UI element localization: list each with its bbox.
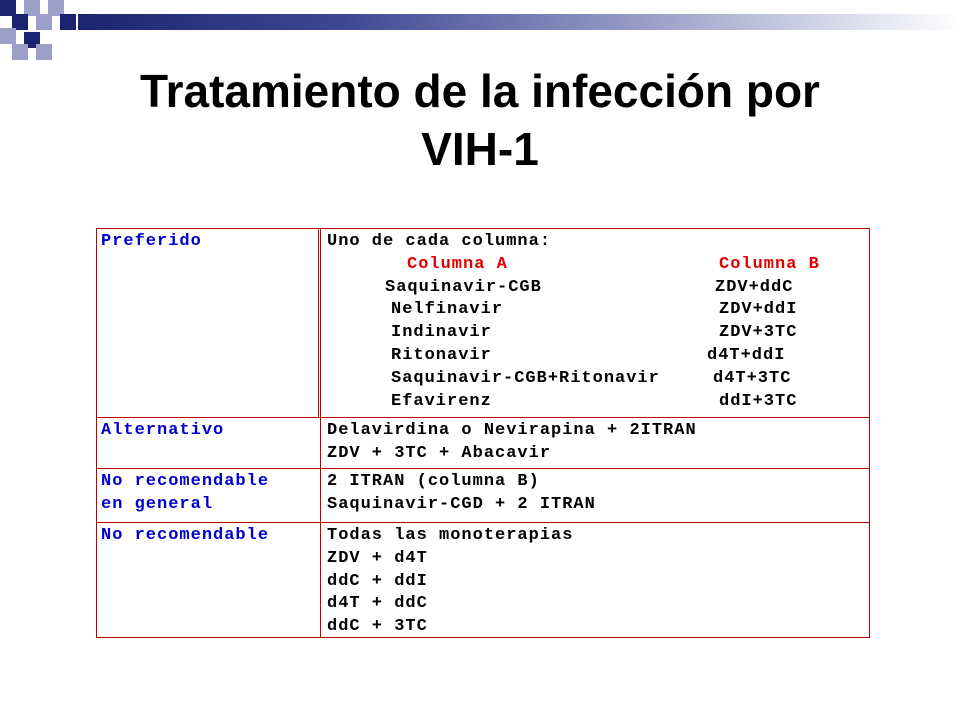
row-label-no-recomendable [97,523,321,637]
list-item: ZDV + 3TC + Abacavir [327,443,552,463]
drug-pairs-list [327,277,869,414]
column-b-item: d4T+ddI [707,345,786,365]
row-label-text: en general [101,494,214,514]
drug-pair-row [327,345,869,368]
drug-pair-row [327,322,869,345]
row-label-text: Alternativo [101,421,225,440]
list-item: ddC + ddI [327,571,428,591]
drug-pair-row [327,368,869,391]
table-row-no-recomendable-general [97,468,869,522]
row-content-no-recomendable [321,523,869,637]
treatment-table [96,228,870,638]
decor-square [60,14,76,30]
column-b-item: ddI+3TC [719,391,798,411]
row-label-text: Preferido [101,232,202,251]
list-item: Todas las monoterapias [327,526,574,545]
row-label-no-recomendable-general [97,469,321,522]
column-a-header: Columna A [407,254,508,274]
list-item: d4T + ddC [327,594,428,614]
column-a-item: Indinavir [391,323,492,343]
row-label-alternativo [97,418,321,468]
list-item: Saquinavir-CGD + 2 ITRAN [327,494,596,514]
decor-square [0,28,16,44]
slide-title [40,62,920,178]
row-label-preferido [97,229,321,417]
drug-pair-row [327,277,869,300]
list-item: 2 ITRAN (columna B) [327,472,540,491]
column-a-item: Saquinavir-CGB+Ritonavir [391,368,660,388]
column-a-item: Efavirenz [391,391,492,411]
table-row-preferido [97,229,869,417]
table-row-no-recomendable [97,522,869,637]
column-b-item: ZDV+3TC [719,323,798,343]
header-gradient-bar [78,14,960,30]
row-label-text: No recomendable [101,472,270,491]
table-row-alternativo [97,417,869,468]
decor-square [12,44,28,60]
column-b-item: ZDV+ddI [719,300,798,320]
row-content-no-recomendable-general [321,469,869,522]
column-b-header: Columna B [719,254,820,274]
column-a-item: Saquinavir-CGB [385,277,542,297]
column-headers [327,254,869,277]
drug-pair-row [327,299,869,322]
drug-pair-row [327,391,869,414]
slide-title-line-1: Tratamiento de la infección por [140,65,820,117]
column-a-item: Nelfinavir [391,300,504,320]
column-a-item: Ritonavir [391,345,492,365]
decor-square [36,14,52,30]
column-b-item: ZDV+ddC [715,277,794,297]
decor-square [36,44,52,60]
row-content-preferido [321,229,869,417]
preferido-intro: Uno de cada columna: [327,232,552,251]
list-item: ddC + 3TC [327,617,428,637]
list-item: Delavirdina o Nevirapina + 2ITRAN [327,421,697,440]
column-b-item: d4T+3TC [713,368,792,388]
slide-title-line-2: VIH-1 [421,123,539,175]
row-label-text: No recomendable [101,526,270,545]
row-content-alternativo [321,418,869,468]
list-item: ZDV + d4T [327,548,428,568]
